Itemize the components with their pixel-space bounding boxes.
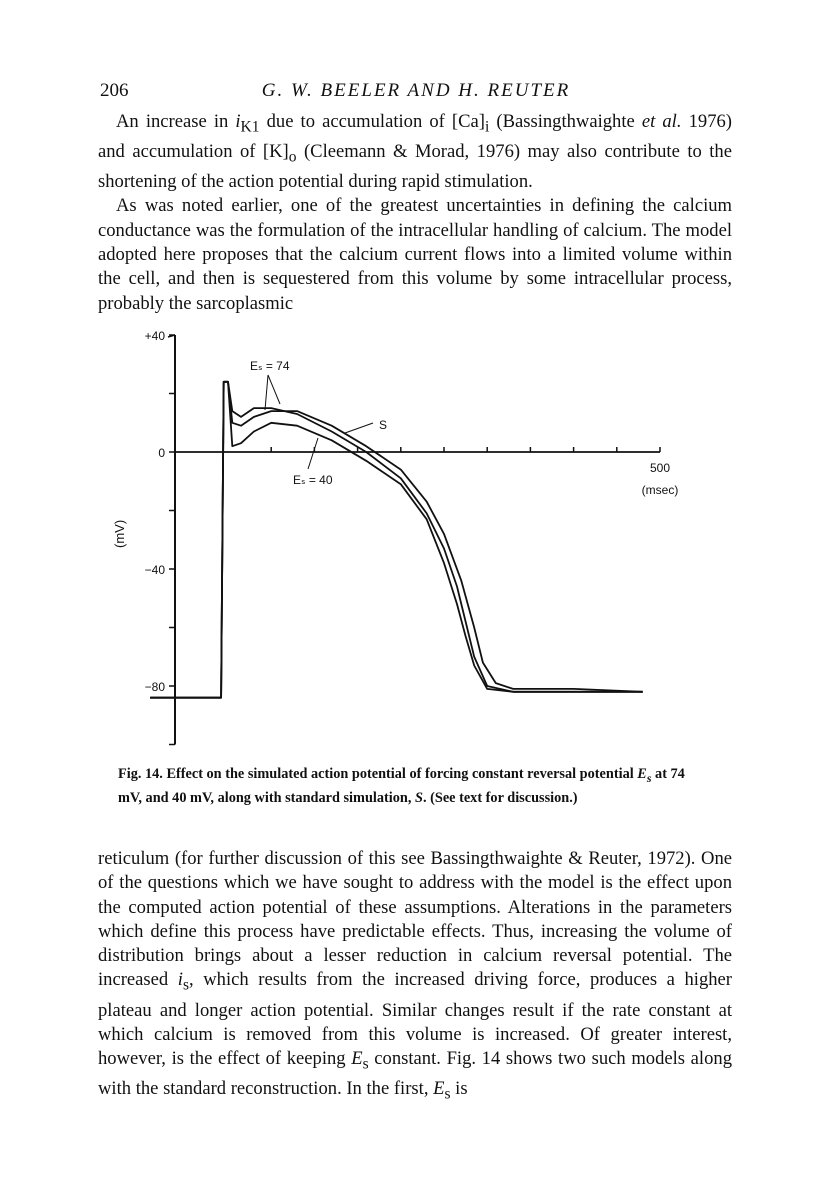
paragraph-3 [98, 847, 732, 1107]
x-axis-label: (msec) [641, 483, 679, 497]
y-tick-label: 0 [158, 446, 165, 460]
paragraph-1-run: o [288, 148, 297, 166]
page-header [100, 80, 732, 108]
annotation-s: S [379, 418, 388, 432]
paragraph-1-run: et al. [641, 111, 682, 132]
x-tick-label: 500 [649, 461, 671, 475]
paragraph-1-run: An increase in [116, 111, 236, 132]
page-number: 206 [100, 80, 129, 101]
paragraph-3-run: is [450, 1078, 468, 1100]
paragraph-3-run: E [433, 1078, 445, 1100]
action-potential-figure [100, 318, 710, 758]
body-text-top [98, 110, 732, 316]
y-axis-label: (mV) [112, 519, 127, 548]
body-text-bottom [98, 847, 732, 1107]
caption-run: . (See text for discussion.) [422, 789, 578, 806]
y-tick-label: −40 [144, 563, 165, 577]
caption-run: s [646, 770, 652, 785]
caption-run: at 74 mV, and 40 mV, along with standard simulation, [118, 766, 685, 806]
annotation-es-40: Eₛ = 40 [293, 473, 333, 487]
annotation-pointer [268, 375, 280, 404]
paragraph-1-run: due to accumulation of [Ca] [259, 111, 485, 132]
paragraph-3-run: s [444, 1085, 451, 1103]
paragraph-3-run: constant. Fig. 14 shows two such models along with the standard reconstruction. In the first, [98, 1048, 732, 1100]
paragraph-1-run: i [484, 118, 490, 136]
annotation-pointer [345, 423, 373, 433]
annotation-es-74: Eₛ = 74 [250, 359, 290, 373]
paragraph-1-run: i [235, 111, 241, 132]
chart-lines [150, 382, 643, 698]
paragraph-2: As was noted earlier, one of the greatest uncertainties in defining the calcium conductance was the formulation of the intracellular handling of calcium. The model adopted here proposes that the calcium current flows into a limited volume within the cell, and then is sequestered from this volume by some intracellular process, probably the sarcoplasmic [98, 195, 732, 314]
paragraph-1-run: 1976) and accumulation of [K] [98, 111, 732, 163]
figure-caption [118, 764, 710, 808]
paragraph-1-run: (Bassingthwaighte [489, 111, 642, 132]
paragraph-1-run: (Cleemann & Morad, 1976) may also contribute to the shortening of the action potential during rapid stimulation. [98, 141, 732, 193]
paragraph-3-run: , which results from the increased driving force, produces a higher plateau and longer action potential. Similar changes result if the rate constant at which calcium is removed from this volume is increased. Of greater interest, however, is the effect of keeping [98, 969, 732, 1070]
caption-run: Fig. 14. Effect on the simulated action potential of forcing constant reversal potential [118, 766, 638, 782]
paragraph-3-run: E [351, 1048, 363, 1070]
paragraph-1-run: K1 [240, 118, 260, 136]
series-line [150, 382, 643, 698]
paragraph-3-run: i [177, 969, 183, 991]
paragraph-1 [98, 110, 732, 194]
caption-run: E [637, 766, 647, 782]
paragraph-3-run: s [182, 977, 190, 995]
annotation-pointer [308, 438, 318, 469]
paragraph-3-run: s [362, 1055, 369, 1073]
y-tick-label: −80 [144, 680, 165, 694]
annotation-pointer [265, 375, 268, 410]
chart-axes [112, 329, 678, 745]
caption-run: S [415, 789, 423, 806]
running-head: G. W. BEELER AND H. REUTER [261, 80, 571, 101]
y-tick-label: +40 [144, 329, 165, 343]
paragraph-3-run: reticulum (for further discussion of this see Bassingthwaighte & Reuter, 1972). One of the questions which we have sought to address with the model is the effect upon the computed action potential of these assumptions. Alterations in the parameters which define this process have predictable effects. Thus, increasing the volume of distribution brings about a lesser reduction in calcium reversal potential. The increased [98, 848, 732, 991]
